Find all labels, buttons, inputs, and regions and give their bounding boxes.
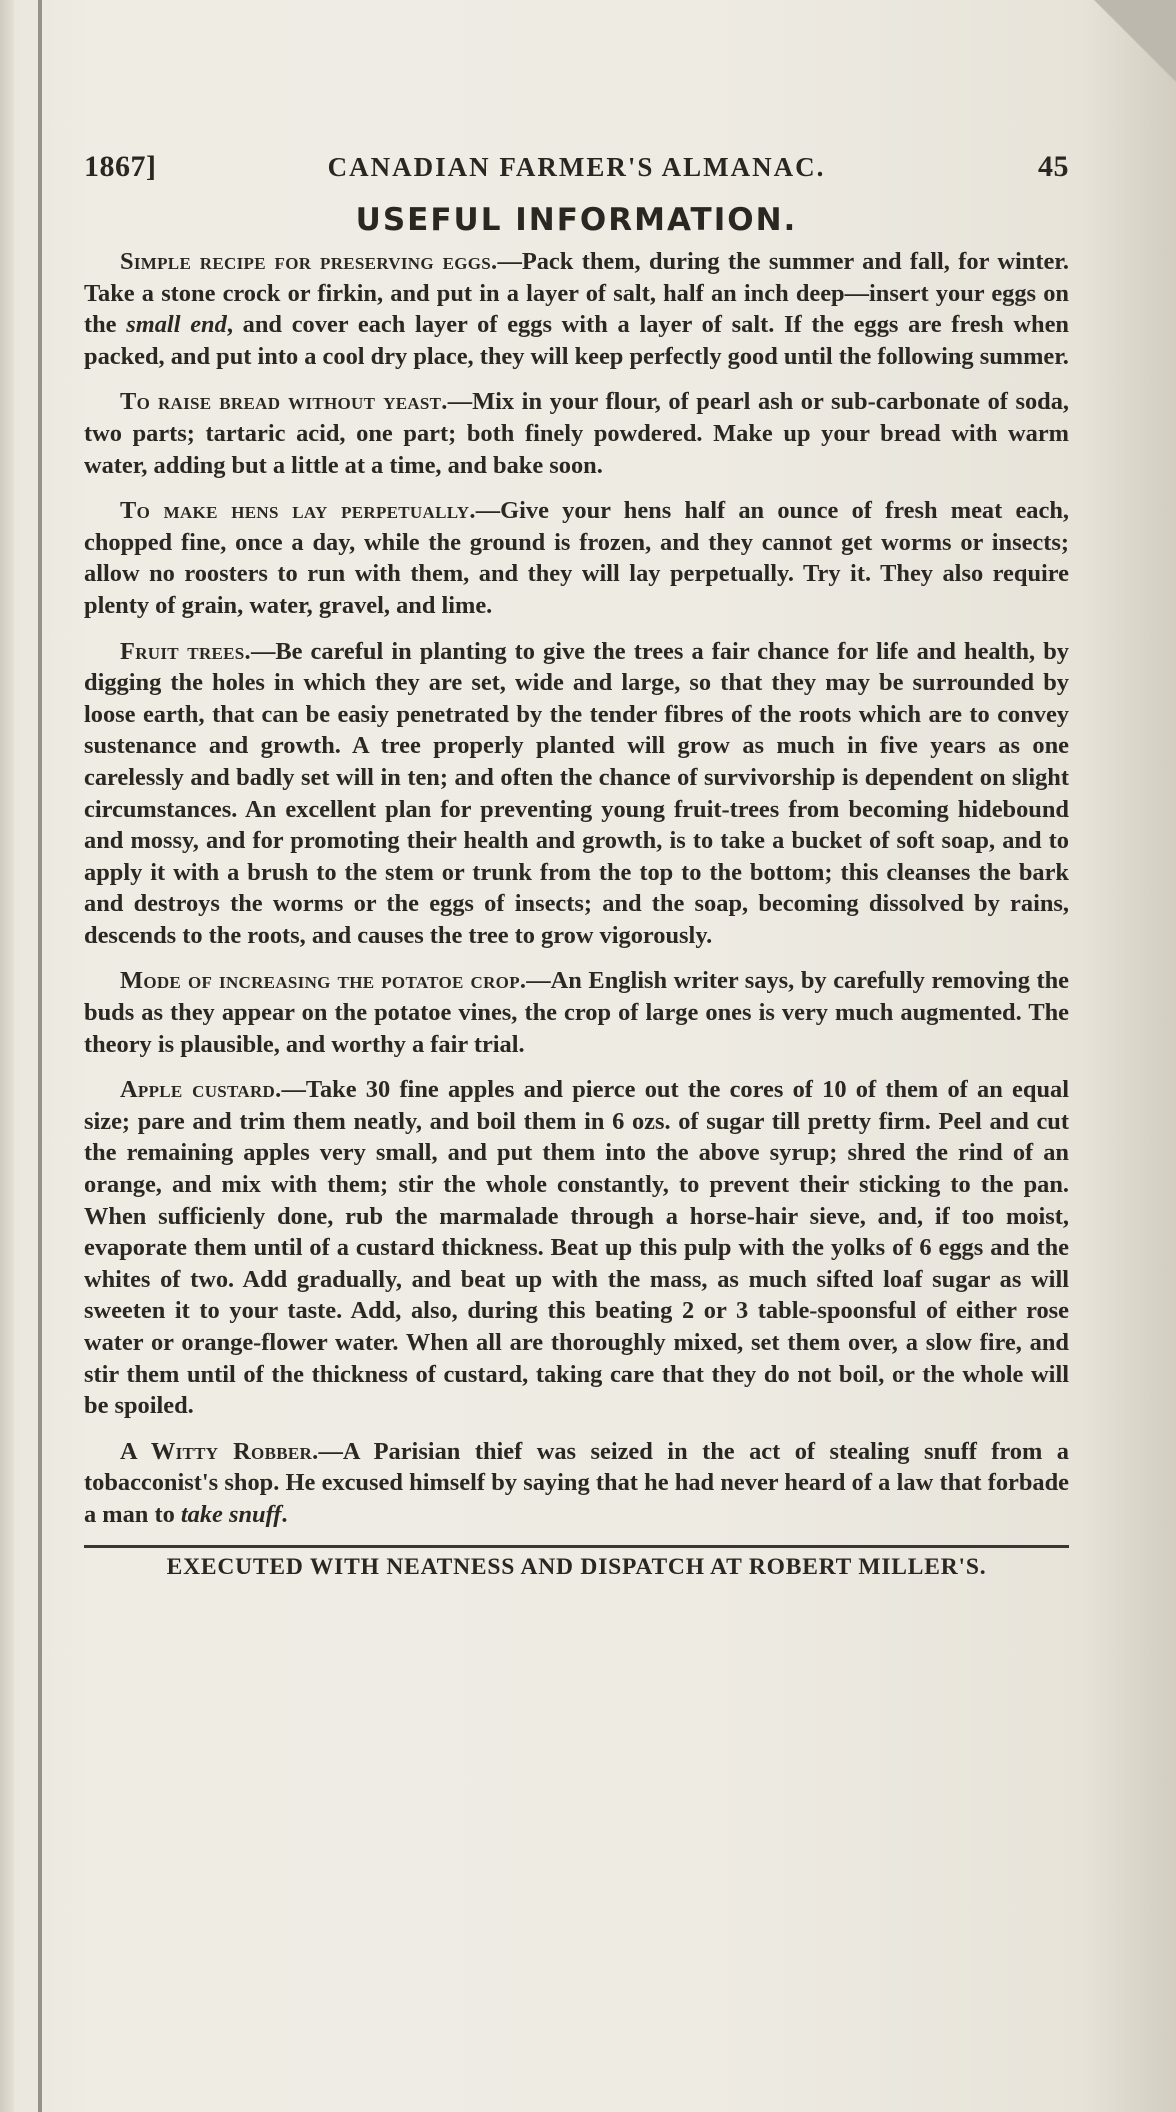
paragraph-emphasis: take snuff [180, 1500, 282, 1528]
paragraph-heading: Fruit trees. [120, 637, 251, 665]
paragraph-bread-without-yeast [84, 386, 1069, 481]
paragraph-body: —Mix in your flour, of pearl ash or sub-carbonate of soda, two parts; tartaric acid, one part; both finely powdered. Make up your bread with warm water, adding but a little at a time, and bake soon. [84, 388, 1069, 479]
paragraph-heading: A Witty Robber. [120, 1437, 319, 1465]
footer-imprint: EXECUTED WITH NEATNESS AND DISPATCH AT ROBERT MILLER'S. [166, 1553, 987, 1580]
paragraph-heading: Simple recipe for preserving eggs. [120, 248, 498, 275]
paragraph-body: —An English writer says, by carefully removing the buds as they appear on the potatoe vines, the crop of large ones is very much augmented. The theory is plausible, and worthy a fair trial. [84, 967, 1069, 1058]
section-title: USEFUL INFORMATION. [355, 202, 798, 238]
folded-corner [1086, 0, 1176, 90]
paragraph-hens-lay [84, 495, 1069, 621]
running-head-year: 1867] [84, 150, 157, 183]
page-number: 45 [1038, 150, 1069, 183]
paragraph-body-end: , and cover each layer of eggs with a layer of salt. If the eggs are fresh when packed, and put into a cool dry place, they will keep perfectly good until the following summer. [84, 311, 1069, 370]
paragraph-emphasis: small end [126, 311, 227, 339]
paragraph-witty-robber [84, 1436, 1069, 1531]
paragraph-heading: Apple custard. [120, 1076, 282, 1104]
page-edge-shadow [0, 0, 14, 2112]
paragraph-body: —Take 30 fine apples and pierce out the cores of 10 of them of an equal size; pare and trim them neatly, and boil them in 6 ozs. of sugar till pretty firm. Peel and cut the remaining apples very small, and put them into the above syrup; shred the rind of an orange, and mix with them; stir the whole constantly, to prevent their sticking to the pan. When sufficienly done, rub the marmalade through a horse-hair sieve, and, if too moist, evaporate them until of a custard thickness. Beat up this pulp with the yolks of 6 eggs and the whites of two. Add gradually, and beat up with the mass, as much sifted loaf sugar as will sweeten it to your taste. Add, also, during this beating 2 or 3 table-spoonsful of either rose water or orange-flower water. When all are thoroughly mixed, set them over, a slow fire, and stir them until of the thickness of custard, taking care that they do not boil, or the whole will be spoiled. [84, 1076, 1069, 1420]
paragraph-heading: To raise bread without yeast. [120, 388, 448, 416]
paragraph-heading: Mode of increasing the potatoe crop. [120, 967, 527, 995]
running-head-title: CANADIAN FARMER'S ALMANAC. [327, 152, 826, 182]
footer-rule [84, 1545, 1069, 1548]
paragraph-fruit-trees [84, 636, 1069, 952]
running-head [84, 150, 1069, 198]
paragraph-body: —Be careful in planting to give the trees a fair chance for life and health, by digging the holes in which they are set, wide and large, so that they may be surrounded by loose earth, that can be easiy penetrated by the tender fibres of the roots which are to convey sustenance and growth. A tree properly planted will grow as much in five years as one carelessly and badly set will in ten; and often the chance of survivorship is dependent on slight circumstances. An excellent plan for preventing young fruit-trees from becoming hidebound and mossy, and for promoting their health and growth, is to take a bucket of soft soap, and to apply it with a brush to the stem or trunk from the top to the bottom; this cleanses the bark and destroys the worms or the eggs of insects; and the soap, becoming dissolved by rains, descends to the roots, and causes the tree to grow vigorously. [84, 637, 1069, 949]
paragraph-heading: To make hens lay perpetually. [120, 497, 476, 525]
paragraph-body: —A Parisian thief was seized in the act of stealing snuff from a tobacconist's shop. He excused himself by saying that he had never heard of a law that forbade a man to [84, 1437, 1069, 1528]
paragraph-potatoe-crop [84, 965, 1069, 1060]
binding-line [38, 0, 42, 2112]
paragraph-body: —Give your hens half an ounce of fresh meat each, chopped fine, once a day, while the ground is frozen, and they cannot get worms or insects; allow no roosters to run with them, and they will lay perpetually. Try it. They also require plenty of grain, water, gravel, and lime. [84, 497, 1069, 619]
paragraph-apple-custard [84, 1074, 1069, 1422]
page-content [84, 150, 1069, 1581]
paragraph-body-end: . [281, 1500, 288, 1528]
paragraph-body: —Pack them, during the summer and fall, for winter. Take a stone crock or firkin, and put in a layer of salt, half an inch deep—insert your eggs on the [84, 248, 1069, 339]
paragraph-preserving-eggs [84, 246, 1069, 372]
